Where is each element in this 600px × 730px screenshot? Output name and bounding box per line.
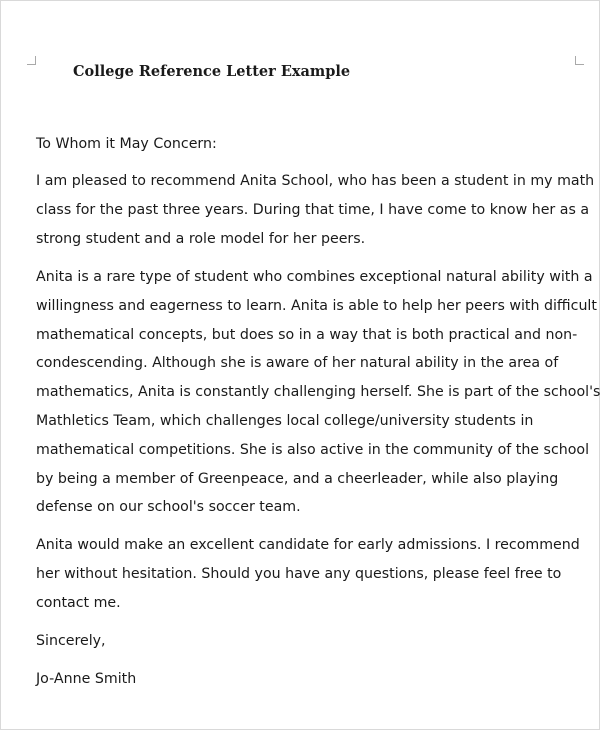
- closing: Sincerely,: [36, 633, 106, 649]
- signature: Jo-Anne Smith: [36, 671, 137, 687]
- document-title: College Reference Letter Example: [73, 63, 351, 80]
- paragraph-line: Anita would make an excellent candidate for early admissions. I recommend: [36, 537, 580, 553]
- paragraph-line: mathematical competitions. She is also active in the community of the school: [36, 441, 590, 458]
- salutation: To Whom it May Concern:: [36, 136, 217, 152]
- paragraph-line: strong student and a role model for her peers.: [36, 230, 366, 247]
- paragraph-line: by being a member of Greenpeace, and a cheerleader, while also playing: [36, 470, 559, 487]
- paragraph-2: [36, 263, 600, 522]
- paragraph-line: class for the past three years. During that time, I have come to know her as a: [36, 201, 590, 218]
- paragraph-line: willingness and eagerness to learn. Anita is able to help her peers with difficult: [36, 297, 597, 314]
- paragraph-line: condescending. Although she is aware of her natural ability in the area of: [36, 355, 559, 372]
- paragraph-line: I am pleased to recommend Anita School, who has been a student in my math: [36, 173, 595, 189]
- paragraph-line: mathematics, Anita is constantly challenging herself. She is part of the school's: [36, 384, 600, 401]
- paragraph-line: her without hesitation. Should you have any questions, please feel free to: [36, 565, 562, 582]
- paragraph-line: mathematical concepts, but does so in a way that is both practical and non-: [36, 326, 578, 343]
- paragraph-1: [36, 167, 595, 253]
- paragraph-line: Anita is a rare type of student who combines exceptional natural ability with a: [36, 269, 593, 285]
- paragraph-3: [36, 531, 580, 617]
- paragraph-line: contact me.: [36, 594, 121, 611]
- paragraph-line: defense on our school's soccer team.: [36, 499, 301, 516]
- top-left-margin-marker: [27, 56, 36, 65]
- paragraph-line: Mathletics Team, which challenges local college/university students in: [36, 412, 534, 429]
- top-right-margin-marker: [575, 56, 584, 65]
